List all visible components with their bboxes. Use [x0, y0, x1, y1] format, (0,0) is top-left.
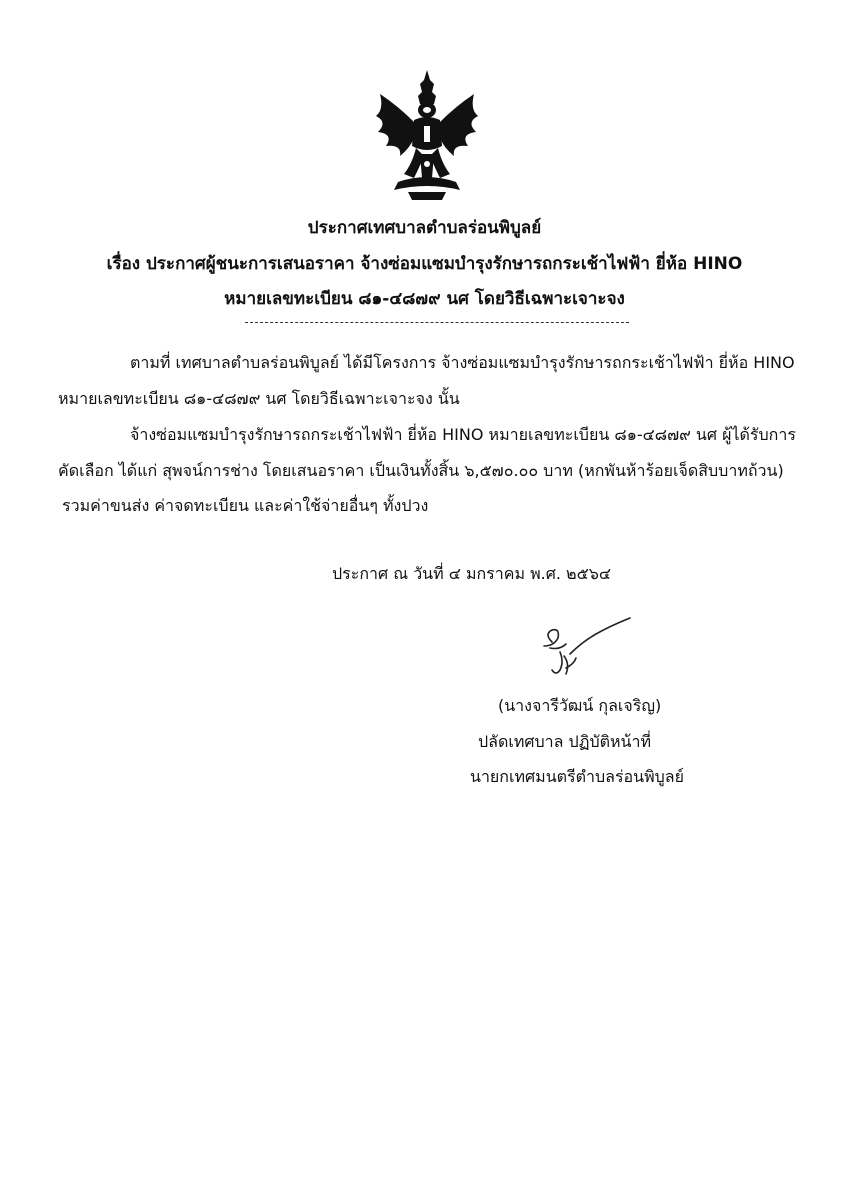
announcement-subject: เรื่อง ประกาศผู้ชนะการเสนอราคา จ้างซ่อมแซมบำรุงรักษารถกระเช้าไฟฟ้า ยี่ห้อ HINO	[106, 254, 743, 274]
paragraph-2-line-1: จ้างซ่อมแซมบำรุงรักษารถกระเช้าไฟฟ้า ยี่ห้อ HINO หมายเลขทะเบียน ๘๑-๔๘๗๙ นศ ผู้ได้รับการ	[130, 425, 796, 444]
garuda-emblem-icon	[368, 66, 486, 204]
signatory-position: ปลัดเทศบาล ปฏิบัติหน้าที่	[478, 732, 652, 751]
dashed-divider	[245, 322, 629, 323]
signatory-position-acting: นายกเทศมนตรีตำบลร่อนพิบูลย์	[470, 767, 684, 786]
signatory-name: (นางจารีวัฒน์ กุลเจริญ)	[498, 696, 662, 715]
paragraph-1-line-1: ตามที่ เทศบาลตำบลร่อนพิบูลย์ ได้มีโครงการ จ้างซ่อมแซมบำรุงรักษารถกระเช้าไฟฟ้า ยี่ห้อ HINO	[130, 353, 795, 372]
paragraph-1-line-2: หมายเลขทะเบียน ๘๑-๔๘๗๙ นศ โดยวิธีเฉพาะเจาะจง นั้น	[58, 389, 460, 408]
announcement-subject-cont: หมายเลขทะเบียน ๘๑-๔๘๗๙ นศ โดยวิธีเฉพาะเจาะจง	[224, 289, 625, 309]
handwritten-signature-icon	[530, 612, 640, 686]
paragraph-2-line-2: คัดเลือก ได้แก่ สุพจน์การช่าง โดยเสนอราคา เป็นเงินทั้งสิ้น ๖,๕๗๐.๐๐ บาท (หกพันห้าร้อยเจ็ดสิบบาทถ้วน)	[58, 461, 784, 480]
announcement-title: ประกาศเทศบาลตำบลร่อนพิบูลย์	[307, 218, 542, 238]
announcement-date: ประกาศ ณ วันที่ ๔ มกราคม พ.ศ. ๒๕๖๔	[332, 564, 611, 583]
paragraph-2-line-3: รวมค่าขนส่ง ค่าจดทะเบียน และค่าใช้จ่ายอื่นๆ ทั้งปวง	[62, 496, 429, 515]
